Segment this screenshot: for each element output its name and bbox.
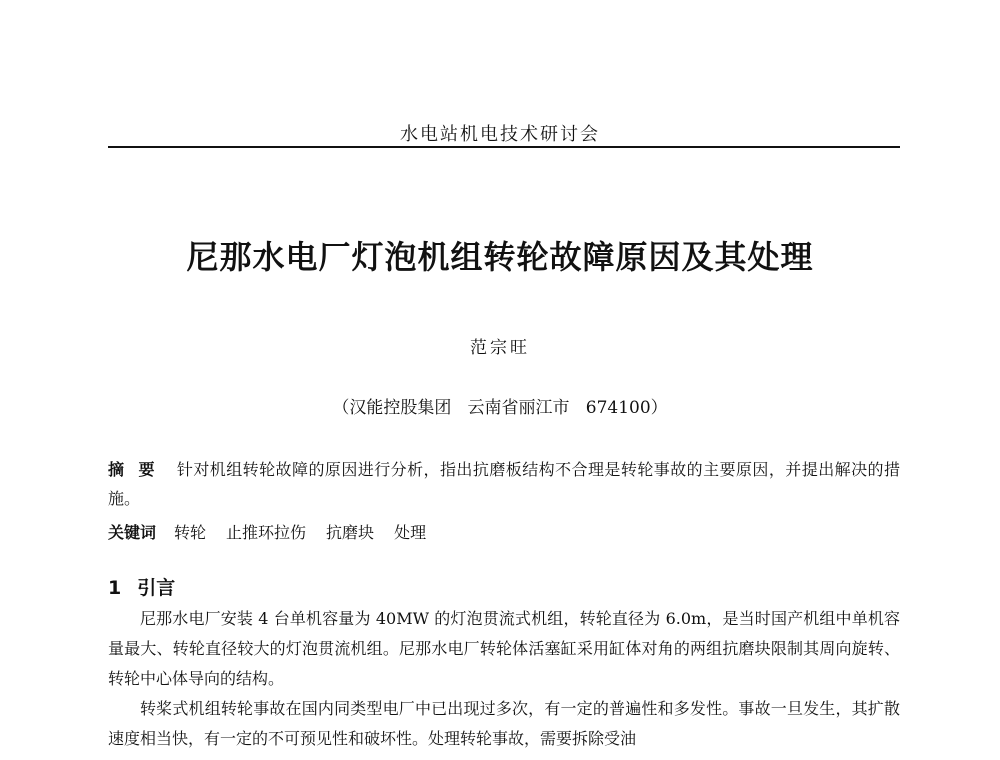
keyword: 处理 [394,523,427,542]
keywords [108,519,900,547]
section-heading [108,573,175,600]
body-text [108,604,900,754]
abstract-text: 针对机组转轮故障的原因进行分析，指出抗磨板结构不合理是转轮事故的主要原因，并提出解决的措施。 [108,460,900,508]
affiliation-postcode: 674100 [585,398,651,418]
author-name: 范宗旺 [470,338,530,358]
section-title: 引言 [137,577,176,599]
keywords-label: 关键词 [108,523,157,542]
keyword: 抗磨块 [326,523,375,542]
paper-title: 尼那水电厂灯泡机组转轮故障原因及其处理 [186,238,814,276]
paragraph: 转桨式机组转轮事故在国内同类型电厂中已出现过多次，有一定的普遍性和多发性。事故一旦发生，其扩散速度相当快，有一定的不可预见性和破坏性。处理转轮事故，需要拆除受油 [108,699,900,748]
running-head: 水电站机电技术研讨会 [400,124,600,145]
affiliation-org: 汉能控股集团 [349,398,452,418]
keyword: 转轮 [174,523,207,542]
affiliation-location: 云南省丽江市 [467,398,570,418]
keyword: 止推环拉伤 [226,523,307,542]
abstract-label: 摘要 [108,460,169,479]
abstract [108,455,900,513]
affiliation-open-paren: （ [332,398,350,418]
section-number: 1 [108,577,122,599]
affiliation-close-paren: ） [650,398,668,418]
header-rule [108,146,900,148]
paragraph: 尼那水电厂安装 4 台单机容量为 40MW 的灯泡贯流式机组，转轮直径为 6.0m，是当时国产机组中单机容量最大、转轮直径较大的灯泡贯流机组。尼那水电厂转轮体活塞缸采用缸体对角的两组抗磨块限制其周向旋转、转轮中心体导向的结构。 [108,609,900,688]
affiliation [0,393,1000,418]
